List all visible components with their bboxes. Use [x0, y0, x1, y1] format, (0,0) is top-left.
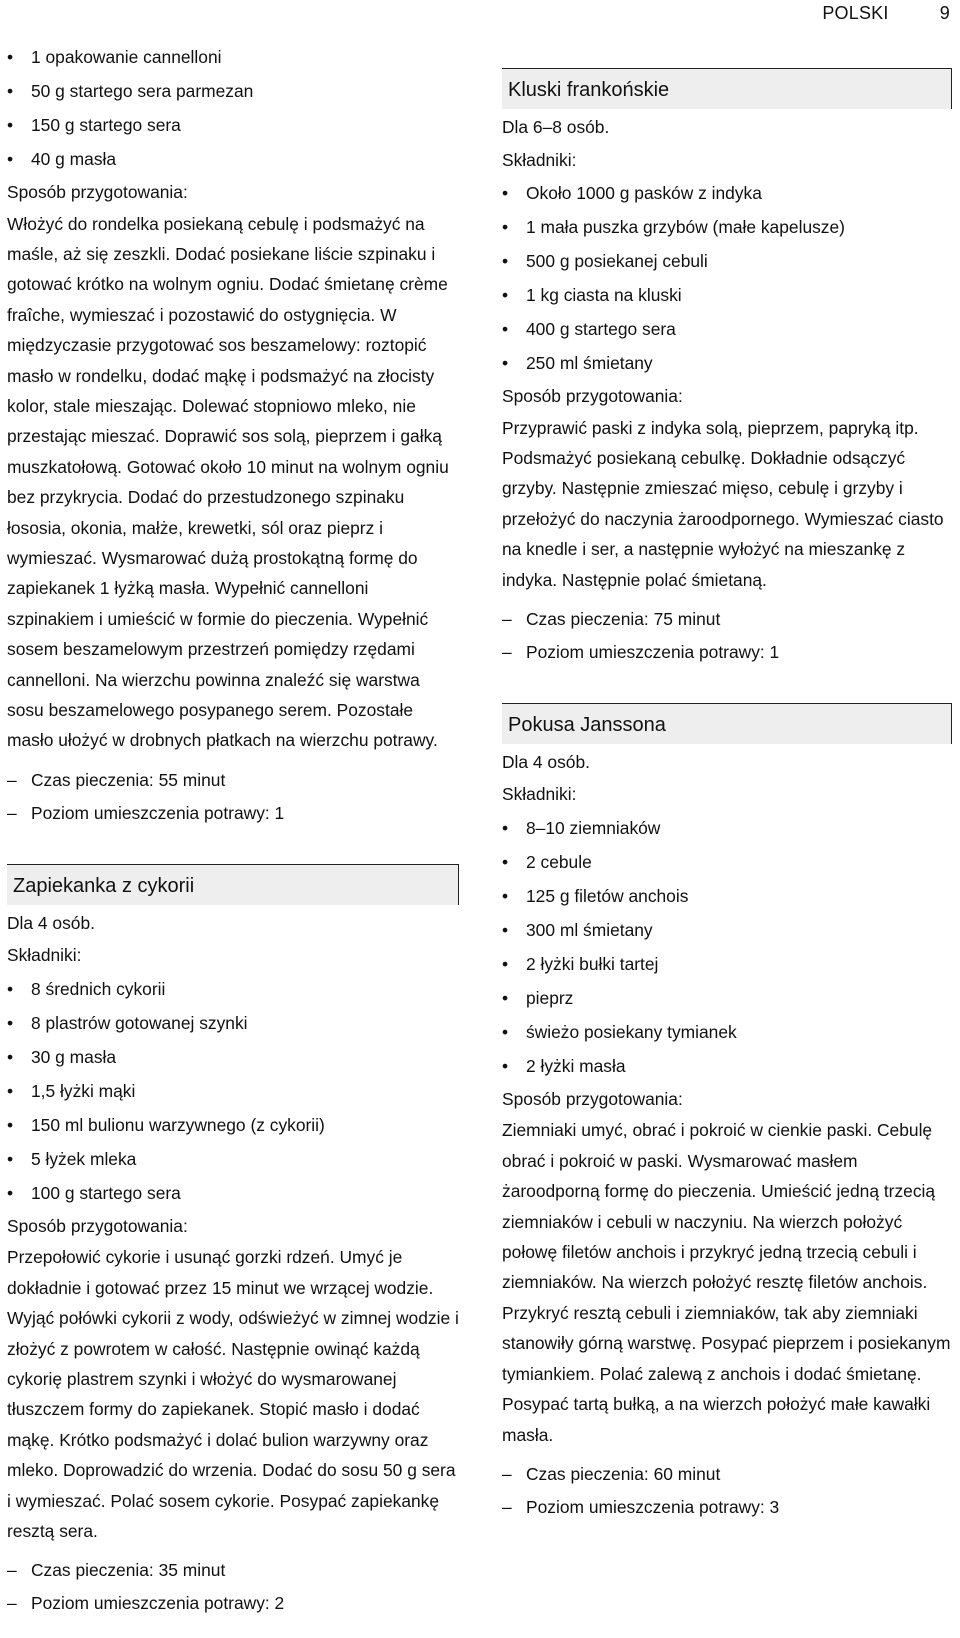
baking-info [7, 764, 459, 830]
recipe-kluski [502, 68, 952, 669]
shelf-level: – Poziom umieszczenia potrawy: 1 [7, 797, 459, 830]
recipe-cykoria [7, 864, 459, 1621]
ingredient-item: • 40 g masła [7, 142, 459, 176]
ingredient-list [502, 811, 952, 1083]
ingredient-item: • 1,5 łyżki mąki [7, 1074, 459, 1108]
ingredient-item: • 30 g masła [7, 1040, 459, 1074]
ingredient-item: • 150 ml bulionu warzywnego (z cykorii) [7, 1108, 459, 1142]
ingredient-item: • 8–10 ziemniaków [502, 811, 952, 845]
ingredient-item: • Około 1000 g pasków z indyka [502, 176, 952, 210]
ingredient-item: • 1 kg ciasta na kluski [502, 278, 952, 312]
ingredients-label: Składniki: [7, 945, 82, 966]
baking-info [502, 603, 952, 669]
ingredient-item: • 400 g startego sera [502, 312, 952, 346]
page-number: 9 [939, 3, 950, 23]
method-label: Sposób przygotowania: [7, 1215, 188, 1236]
ingredient-item: • 250 ml śmietany [502, 346, 952, 380]
baking-time: – Czas pieczenia: 35 minut [7, 1554, 459, 1587]
shelf-level: – Poziom umieszczenia potrawy: 1 [502, 636, 952, 669]
recipe-title: Zapiekanka z cykorii [7, 864, 459, 905]
ingredient-item: • 5 łyżek mleka [7, 1142, 459, 1176]
ingredient-item: • 2 łyżki masła [502, 1049, 952, 1083]
shelf-level: – Poziom umieszczenia potrawy: 3 [502, 1491, 952, 1524]
ingredient-item: • 8 średnich cykorii [7, 972, 459, 1006]
ingredient-list [7, 40, 459, 176]
serves-text: Dla 6–8 osób. [502, 117, 610, 137]
recipe-title: Kluski frankońskie [502, 68, 952, 109]
ingredient-item: • 2 cebule [502, 845, 952, 879]
ingredient-list [7, 972, 459, 1210]
baking-time: – Czas pieczenia: 60 minut [502, 1458, 952, 1491]
baking-info [502, 1458, 952, 1524]
ingredient-item: • 2 łyżki bułki tartej [502, 947, 952, 981]
language-label: POLSKI [822, 3, 889, 23]
recipe-cannelloni [7, 40, 459, 830]
recipe-janssona [502, 703, 952, 1524]
method-label: Sposób przygotowania: [502, 1088, 683, 1109]
baking-time: – Czas pieczenia: 75 minut [502, 603, 952, 636]
recipe-title: Pokusa Janssona [502, 703, 952, 744]
ingredient-item: • 100 g startego sera [7, 1176, 459, 1210]
ingredient-item: • 300 ml śmietany [502, 913, 952, 947]
ingredient-item: • 125 g filetów anchois [502, 879, 952, 913]
ingredient-list [502, 176, 952, 380]
serves-text: Dla 4 osób. [7, 912, 95, 933]
ingredient-item: • 500 g posiekanej cebuli [502, 244, 952, 278]
method-text: Ziemniaki umyć, obrać i pokroić w cienkie paski. Cebulę obrać i pokroić w paski. Wysmarować masłem żaroodporną formę do pieczenia. Umieścić jedną trzecią ziemniaków i cebuli w naczyniu. Na wierzch położyć połowę filetów anchois i przykryć jedną trzecią cebuli i ziemniaków. Na wierzch położyć resztę filetów anchois. Przykryć resztą cebuli i ziemniaków, tak aby ziemniaki stanowiły górną warstwę. Posypać pieprzem i posiekanym tymiankiem. Polać zalewą z anchois i dodać śmietanę. Posypać tartą bułką, a na wierzch położyć małe kawałki masła. [502, 1120, 951, 1445]
method-label: Sposób przygotowania: [7, 182, 188, 202]
ingredient-item: • 150 g startego sera [7, 108, 459, 142]
ingredient-item: • świeżo posiekany tymianek [502, 1015, 952, 1049]
shelf-level: – Poziom umieszczenia potrawy: 2 [7, 1587, 459, 1620]
ingredient-item: • 50 g startego sera parmezan [7, 74, 459, 108]
serves-text: Dla 4 osób. [502, 751, 590, 772]
ingredient-item: • 1 opakowanie cannelloni [7, 40, 459, 74]
method-text: Przyprawić paski z indyka solą, pieprzem, papryką itp. Podsmażyć posiekaną cebulkę. Dokładnie odsączyć grzyby. Następnie zmieszać mięso, cebulę i grzyby i przełożyć do naczynia żaroodpornego. Wymieszać ciasto na knedle i ser, a następnie wyłożyć na mieszankę z indyka. Następnie polać śmietaną. [502, 417, 944, 590]
method-text: Przepołowić cykorie i usunąć gorzki rdzeń. Umyć je dokładnie i gotować przez 15 minut we wrzącej wodzie. Wyjąć połówki cykorii z wody, odświeżyć w zimnej wodzie i złożyć z powrotem w całość. Następnie owinąć każdą cykorię plastrem szynki i włożyć do wysmarowanej tłuszczem formy do zapiekanek. Stopić masło i dodać mąkę. Krótko podsmażyć i dolać bulion warzywny oraz mleko. Doprowadzić do wrzenia. Dodać do sosu 50 g sera i wymieszać. Polać sosem cykorie. Posypać zapiekankę resztą sera. [7, 1247, 459, 1541]
left-column [7, 40, 459, 1620]
ingredient-item: • pieprz [502, 981, 952, 1015]
method-label: Sposób przygotowania: [502, 386, 683, 406]
ingredient-item: • 1 mała puszka grzybów (małe kapelusze) [502, 210, 952, 244]
right-column [502, 68, 952, 1524]
ingredients-label: Składniki: [502, 784, 577, 805]
ingredient-item: • 8 plastrów gotowanej szynki [7, 1006, 459, 1040]
baking-info [7, 1554, 459, 1620]
ingredients-label: Składniki: [502, 149, 577, 170]
page-header [822, 0, 950, 26]
method-text: Włożyć do rondelka posiekaną cebulę i podsmażyć na maśle, aż się zeszkli. Dodać posiekane liście szpinaku i gotować krótko na wolnym ogniu. Dodać śmietanę crème fraîche, wymieszać i pozostawić do ostygnięcia. W międzyczasie przygotować sos beszamelowy: roztopić masło w rondelku, dodać mąkę i podsmażyć na złocisty kolor, stale mieszając. Dolewać stopniowo mleko, nie przestając mieszać. Doprawić sos solą, pieprzem i gałką muszkatołową. Gotować około 10 minut na wolnym ogniu bez przykrycia. Dodać do przestudzonego szpinaku łososia, okonia, małże, krewetki, sól oraz pieprz i wymieszać. Wysmarować dużą prostokątną formę do zapiekanek 1 łyżką masła. Wypełnić cannelloni szpinakiem i umieścić w formie do pieczenia. Wypełnić sosem beszamelowym przestrzeń pomiędzy rzędami cannelloni. Na wierzchu powinna znaleźć się warstwa sosu beszamelowego posypanego serem. Pozostałe masło ułożyć w drobnych płatkach na wierzchu potrawy. [7, 213, 449, 751]
baking-time: – Czas pieczenia: 55 minut [7, 764, 459, 797]
